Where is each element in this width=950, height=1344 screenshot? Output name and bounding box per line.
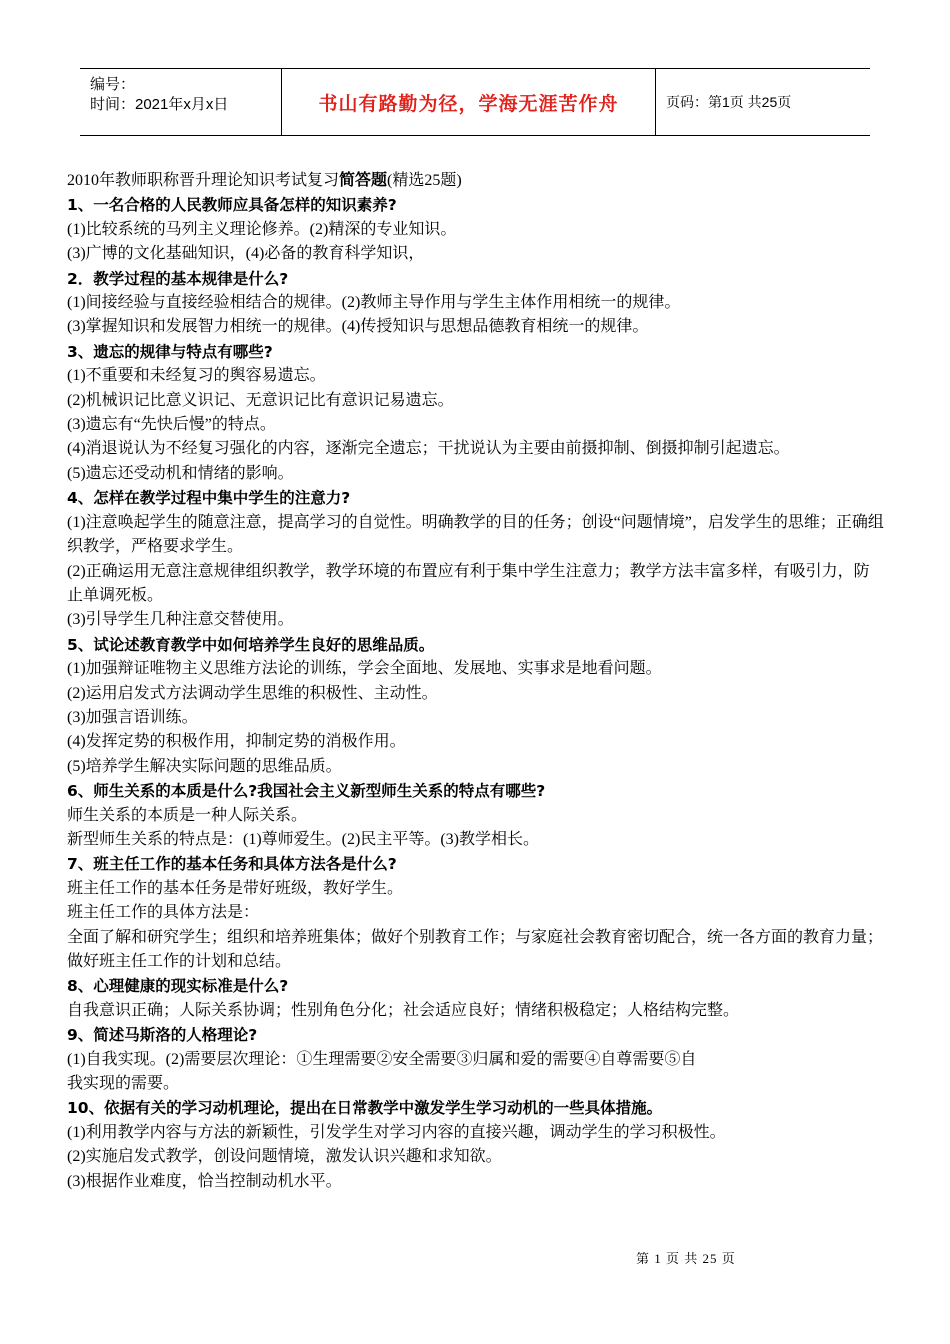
answer-line: (3)根据作业难度，恰当控制动机水平。 — [67, 1172, 342, 1190]
header-page-number: 页码：第1页 共25页 — [666, 94, 792, 110]
answer-line: (5)培养学生解决实际问题的思维品质。 — [67, 757, 342, 775]
answer-line: (3)引导学生几种注意交替使用。 — [67, 611, 294, 629]
answer-line: 班主任工作的基本任务是带好班级，教好学生。 — [67, 879, 404, 897]
answer-line: (3)加强言语训练。 — [67, 708, 198, 726]
header-motto-cell — [282, 69, 656, 135]
answer-line: (1)不重要和未经复习的舆容易遗忘。 — [67, 367, 326, 385]
question-heading: 3、遗忘的规律与特点有哪些? — [67, 342, 273, 361]
answer-line: (1)注意唤起学生的随意注意，提高学习的自觉性。明确教学的目的任务；创设“问题情境”，启发学生的思维；正确组织教学，严格要求学生。 — [67, 513, 884, 556]
question-list — [67, 193, 885, 1194]
question-heading: 2．教学过程的基本规律是什么? — [67, 269, 289, 288]
answer-line: 新型师生关系的特点是：(1)尊师爱生。(2)民主平等。(3)教学相长。 — [67, 830, 539, 848]
question-heading: 10、依据有关的学习动机理论，提出在日常教学中激发学生学习动机的一些具体措施。 — [67, 1099, 663, 1118]
answer-line: (4)消退说认为不经复习强化的内容，逐渐完全遗忘；干扰说认为主要由前摄抑制、倒摄抑制引起遗忘。 — [67, 440, 790, 458]
question-heading: 6、师生关系的本质是什么?我国社会主义新型师生关系的特点有哪些? — [67, 782, 546, 801]
answer-line: (2)实施启发式教学，创设问题情境，激发认识兴趣和求知欲。 — [67, 1148, 502, 1166]
document-title — [67, 168, 885, 193]
answer-line: 全面了解和研究学生；组织和培养班集体；做好个别教育工作；与家庭社会教育密切配合，统一各方面的教育力量；做好班主任工作的计划和总结。 — [67, 928, 884, 970]
page-footer: 第 1 页 共 25 页 — [636, 1251, 736, 1266]
answer-line: (5)遗忘还受动机和情绪的影响。 — [67, 464, 294, 482]
answer-line: (3)掌握知识和发展智力相统一的规律。(4)传授知识与思想品德教育相统一的规律。 — [67, 318, 649, 336]
answer-line: 我实现的需要。 — [67, 1075, 180, 1093]
answer-line: (1)加强辩证唯物主义思维方法论的训练，学会全面地、发展地、实事求是地看问题。 — [67, 660, 662, 678]
answer-line: (3)广博的文化基础知识，(4)必备的教育科学知识， — [67, 245, 425, 263]
answer-line: (1)利用教学内容与方法的新颖性，引发学生对学习内容的直接兴趣，调动学生的学习积极性。 — [67, 1123, 726, 1141]
header-table — [80, 68, 870, 136]
answer-line: (1)间接经验与直接经验相结合的规律。(2)教师主导作用与学生主体作用相统一的规律。 — [67, 294, 681, 312]
title-prefix: 2010年教师职称晋升理论知识考试复习 — [67, 172, 340, 189]
header-page-cell — [656, 69, 870, 135]
document-body — [67, 168, 885, 1194]
answer-line: (2)机械识记比意义识记、无意识记比有意识记易遗忘。 — [67, 391, 454, 409]
header-meta-cell — [80, 69, 282, 135]
answer-line: 自我意识正确；人际关系协调；性别角色分化；社会适应良好；情绪积极稳定；人格结构完整。 — [67, 1001, 740, 1019]
question-heading: 1、一名合格的人民教师应具备怎样的知识素养? — [67, 196, 397, 215]
answer-line: (2)运用启发式方法调动学生思维的积极性、主动性。 — [67, 684, 438, 702]
answer-line: (1)自我实现。(2)需要层次理论：①生理需要②安全需要③归属和爱的需要④自尊需要⑤自 — [67, 1050, 697, 1068]
question-heading: 9、简述马斯洛的人格理论? — [67, 1026, 258, 1045]
document-time-label: 时间：2021年x月x日 — [90, 96, 229, 113]
question-heading: 7、班主任工作的基本任务和具体方法各是什么? — [67, 855, 397, 874]
answer-line: (4)发挥定势的积极作用，抑制定势的消极作用。 — [67, 733, 406, 751]
answer-line: (2)正确运用无意注意规律组织教学，教学环境的布置应有利于集中学生注意力；教学方法丰富多样，有吸引力，防止单调死板。 — [67, 562, 870, 604]
title-bold-word: 简答题 — [339, 170, 388, 189]
answer-line: 师生关系的本质是一种人际关系。 — [67, 806, 308, 824]
answer-line: (1)比较系统的马列主义理论修养。(2)精深的专业知识。 — [67, 220, 457, 238]
answer-line: (3)遗忘有“先快后慢”的特点。 — [67, 416, 276, 434]
answer-line: 班主任工作的具体方法是： — [67, 904, 260, 922]
question-heading: 8、心理健康的现实标准是什么? — [67, 977, 289, 996]
question-heading: 4、怎样在教学过程中集中学生的注意力? — [67, 489, 351, 508]
header-motto: 书山有路勤为径，学海无涯苦作舟 — [318, 92, 619, 115]
question-heading: 5、试论述教育教学中如何培养学生良好的思维品质。 — [67, 635, 435, 654]
title-suffix: (精选25题) — [387, 172, 462, 189]
document-number-label: 编号： — [90, 76, 136, 93]
